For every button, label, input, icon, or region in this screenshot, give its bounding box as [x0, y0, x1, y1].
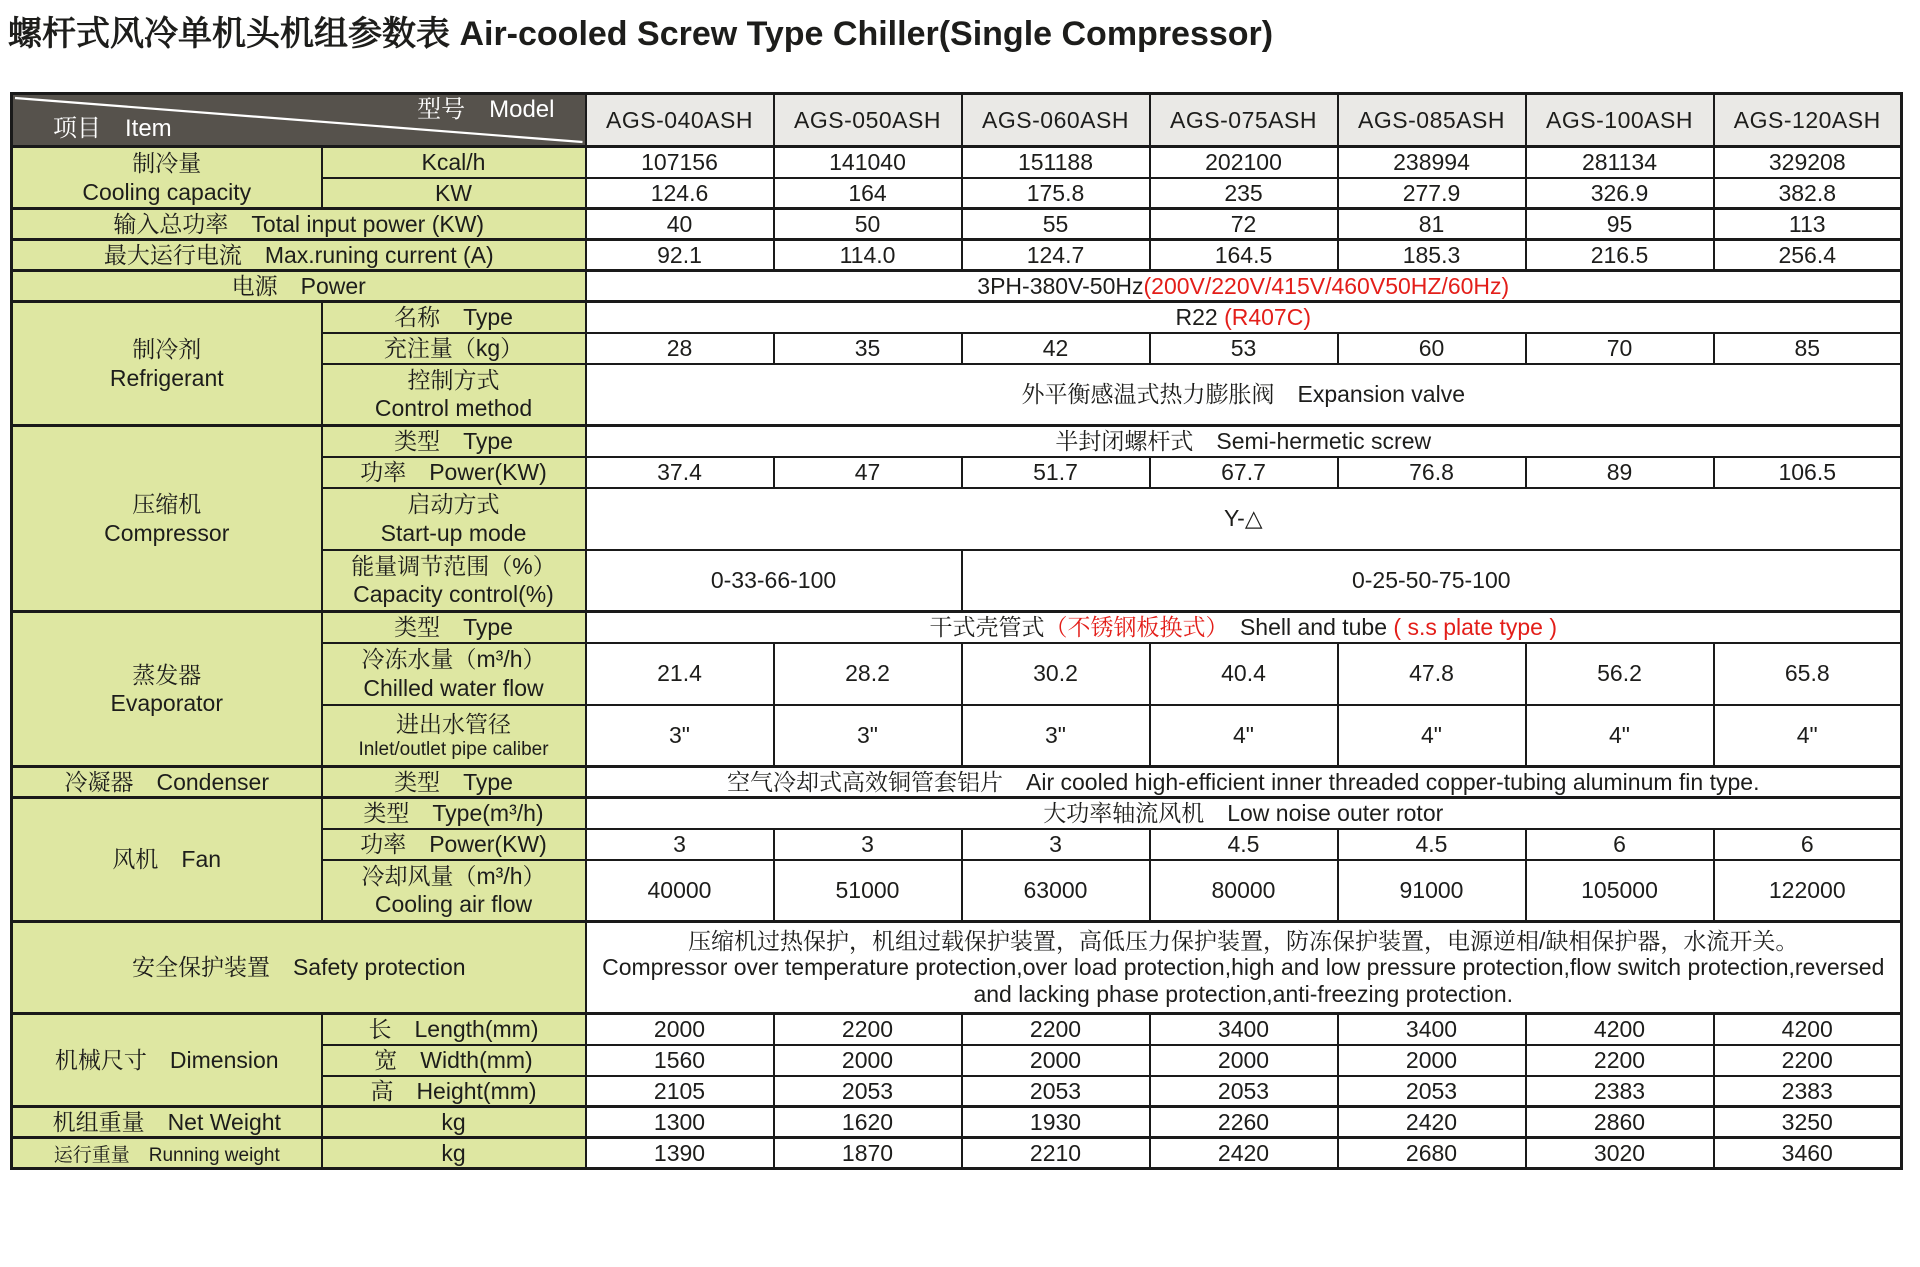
value-cell: 106.5 — [1714, 457, 1902, 488]
value-cell: 2053 — [962, 1076, 1150, 1107]
value-cell: 202100 — [1150, 147, 1338, 178]
value-cell: 3" — [586, 705, 774, 767]
row-label-fan-type: 类型 Type(m³/h) — [322, 798, 586, 829]
row-label-condenser: 冷凝器 Condenser — [12, 767, 322, 798]
value-cell: 238994 — [1338, 147, 1526, 178]
value-cell: 37.4 — [586, 457, 774, 488]
model-column-header: AGS-120ASH — [1714, 94, 1902, 147]
value-cell: 47.8 — [1338, 643, 1526, 705]
row-label-condenser-type: 类型 Type — [322, 767, 586, 798]
value-cell: 281134 — [1526, 147, 1714, 178]
row-label-length: 长 Length(mm) — [322, 1014, 586, 1045]
row-label-charge: 充注量（kg） — [322, 333, 586, 364]
row-label-compressor-type: 类型 Type — [322, 426, 586, 457]
row-label-en: Chilled water flow — [363, 674, 544, 701]
row-label-refrigerant-name: 名称 Type — [322, 302, 586, 333]
row-label-kw: KW — [322, 178, 586, 209]
value-cell: 47 — [774, 457, 962, 488]
value-cell: 40 — [586, 209, 774, 240]
value-cell: 40000 — [586, 860, 774, 922]
value-cell: 40.4 — [1150, 643, 1338, 705]
group-label-compressor — [12, 426, 322, 612]
net-weight-unit: kg — [322, 1107, 586, 1138]
value-cell: 2420 — [1150, 1138, 1338, 1169]
value-cell: 4" — [1526, 705, 1714, 767]
value-cell: 30.2 — [962, 643, 1150, 705]
evaporator-type-zh: 干式壳管式 — [929, 614, 1045, 641]
row-label-total-input-power: 输入总功率 Total input power (KW) — [12, 209, 586, 240]
value-cell: 164.5 — [1150, 240, 1338, 271]
value-cell: 2200 — [1714, 1045, 1902, 1076]
group-label-en: Cooling capacity — [82, 178, 252, 205]
row-label-chilled-water-flow — [322, 643, 586, 705]
value-cell: 4.5 — [1150, 829, 1338, 860]
row-label-max-running-current: 最大运行电流 Max.runing current (A) — [12, 240, 586, 271]
value-cell: 2260 — [1150, 1107, 1338, 1138]
group-label-en: Compressor — [104, 519, 230, 546]
row-label-power-supply: 电源 Power — [12, 271, 586, 302]
row-label-zh: 冷冻水量（m³/h） — [361, 646, 546, 673]
value-cell: 382.8 — [1714, 178, 1902, 209]
value-cell: 4" — [1150, 705, 1338, 767]
value-cell: 28 — [586, 333, 774, 364]
corner-header-cell — [12, 94, 586, 147]
value-cell: 53 — [1150, 333, 1338, 364]
value-cell: 2000 — [1338, 1045, 1526, 1076]
value-cell: 216.5 — [1526, 240, 1714, 271]
value-cell: 95 — [1526, 209, 1714, 240]
value-cell: 3400 — [1150, 1014, 1338, 1045]
model-column-header: AGS-060ASH — [962, 94, 1150, 147]
value-cell: 3" — [962, 705, 1150, 767]
row-label-fan-power: 功率 Power(KW) — [322, 829, 586, 860]
value-cell: 107156 — [586, 147, 774, 178]
value-cell: 2383 — [1526, 1076, 1714, 1107]
value-cell: 122000 — [1714, 860, 1902, 922]
refrigerant-name-alt: (R407C) — [1224, 304, 1311, 331]
row-label-evaporator-type: 类型 Type — [322, 612, 586, 643]
value-cell: 2200 — [774, 1014, 962, 1045]
value-cell: 2105 — [586, 1076, 774, 1107]
row-label-running-weight — [12, 1138, 322, 1169]
value-cell: 51000 — [774, 860, 962, 922]
page-title: 螺杆式风冷单机头机组参数表 Air-cooled Screw Type Chiller(Single Compressor) — [8, 15, 1274, 53]
row-label-pipe-caliber — [322, 705, 586, 767]
value-cell: 28.2 — [774, 643, 962, 705]
value-cell: 2053 — [774, 1076, 962, 1107]
value-cell: 114.0 — [774, 240, 962, 271]
value-cell: 6 — [1526, 829, 1714, 860]
value-cell: 1390 — [586, 1138, 774, 1169]
value-cell: 124.6 — [586, 178, 774, 209]
value-cell: 4.5 — [1338, 829, 1526, 860]
refrigerant-name-value — [586, 302, 1902, 333]
value-cell: 2000 — [774, 1045, 962, 1076]
row-label-safety-protection: 安全保护装置 Safety protection — [12, 922, 586, 1014]
row-label-height: 高 Height(mm) — [322, 1076, 586, 1107]
running-weight-label-text: 运行重量 Running weight — [53, 1144, 280, 1166]
row-label-startup-mode — [322, 488, 586, 550]
group-label-zh: 制冷剂 — [132, 336, 202, 363]
row-label-net-weight: 机组重量 Net Weight — [12, 1107, 322, 1138]
value-cell: 1620 — [774, 1107, 962, 1138]
safety-text-en: Compressor over temperature protection,over load protection,high and low pressure protection,flow switch protection,reversed and lacking phase protection,anti-freezing protection. — [602, 954, 1885, 1007]
value-cell: 2420 — [1338, 1107, 1526, 1138]
value-cell: 2053 — [1150, 1076, 1338, 1107]
value-cell: 85 — [1714, 333, 1902, 364]
value-cell: 35 — [774, 333, 962, 364]
value-cell: 81 — [1338, 209, 1526, 240]
row-label-zh: 进出水管径 — [396, 710, 511, 737]
value-cell: 3400 — [1338, 1014, 1526, 1045]
condenser-type-value: 空气冷却式高效铜管套铝片 Air cooled high-efficient inner threaded copper-tubing aluminum fin type. — [586, 767, 1902, 798]
row-label-en: Inlet/outlet pipe caliber — [358, 738, 549, 760]
group-label-evaporator — [12, 612, 322, 767]
safety-text-zh: 压缩机过热保护，机组过载保护装置，高低压力保护装置，防冻保护装置，电源逆相/缺相保护器，水流开关。 — [688, 927, 1799, 954]
value-cell: 1300 — [586, 1107, 774, 1138]
value-cell: 80000 — [1150, 860, 1338, 922]
group-label-cooling-capacity — [12, 147, 322, 209]
value-cell: 3" — [774, 705, 962, 767]
evaporator-type-value — [586, 612, 1902, 643]
compressor-type-value: 半封闭螺杆式 Semi-hermetic screw — [586, 426, 1902, 457]
value-cell: 2680 — [1338, 1138, 1526, 1169]
row-label-zh: 启动方式 — [407, 491, 500, 518]
group-label-dimension: 机械尺寸 Dimension — [12, 1014, 322, 1107]
value-cell: 2000 — [586, 1014, 774, 1045]
value-cell: 4200 — [1526, 1014, 1714, 1045]
row-label-zh: 控制方式 — [407, 367, 500, 394]
value-cell: 235 — [1150, 178, 1338, 209]
startup-mode-value: Y-△ — [586, 488, 1902, 550]
value-cell: 2053 — [1338, 1076, 1526, 1107]
value-cell: 2000 — [1150, 1045, 1338, 1076]
value-cell: 2000 — [962, 1045, 1150, 1076]
value-cell: 72 — [1150, 209, 1338, 240]
value-cell: 1560 — [586, 1045, 774, 1076]
model-column-header: AGS-050ASH — [774, 94, 962, 147]
value-cell: 164 — [774, 178, 962, 209]
row-label-width: 宽 Width(mm) — [322, 1045, 586, 1076]
row-label-en: Control method — [374, 395, 533, 422]
model-column-header: AGS-040ASH — [586, 94, 774, 147]
running-weight-unit: kg — [322, 1138, 586, 1169]
value-cell: 113 — [1714, 209, 1902, 240]
value-cell: 55 — [962, 209, 1150, 240]
refrigerant-name-main: R22 — [1175, 304, 1225, 331]
value-cell: 326.9 — [1526, 178, 1714, 209]
value-cell: 42 — [962, 333, 1150, 364]
value-cell: 1870 — [774, 1138, 962, 1169]
row-label-en: Start-up mode — [380, 519, 527, 546]
row-label-kcal: Kcal/h — [322, 147, 586, 178]
value-cell: 65.8 — [1714, 643, 1902, 705]
value-cell: 6 — [1714, 829, 1902, 860]
value-cell: 76.8 — [1338, 457, 1526, 488]
value-cell: 1930 — [962, 1107, 1150, 1138]
value-cell: 2200 — [962, 1014, 1150, 1045]
control-method-value: 外平衡感温式热力膨胀阀 Expansion valve — [586, 364, 1902, 426]
safety-protection-text — [586, 922, 1902, 1014]
value-cell: 2383 — [1714, 1076, 1902, 1107]
row-label-en: Capacity control(%) — [353, 581, 554, 608]
value-cell: 105000 — [1526, 860, 1714, 922]
value-cell: 124.7 — [962, 240, 1150, 271]
capacity-control-small-models: 0-33-66-100 — [586, 550, 962, 612]
value-cell: 91000 — [1338, 860, 1526, 922]
value-cell: 60 — [1338, 333, 1526, 364]
power-supply-main: 3PH-380V-50Hz — [977, 272, 1144, 299]
value-cell: 3 — [962, 829, 1150, 860]
evaporator-type-en-alt: ( s.s plate type ) — [1393, 614, 1558, 641]
group-label-fan: 风机 Fan — [12, 798, 322, 922]
value-cell: 4" — [1338, 705, 1526, 767]
value-cell: 3 — [774, 829, 962, 860]
value-cell: 141040 — [774, 147, 962, 178]
value-cell: 3020 — [1526, 1138, 1714, 1169]
capacity-control-large-models: 0-25-50-75-100 — [962, 550, 1902, 612]
row-label-capacity-control — [322, 550, 586, 612]
value-cell: 4" — [1714, 705, 1902, 767]
power-supply-options: (200V/220V/415V/460V50HZ/60Hz) — [1143, 272, 1510, 299]
value-cell: 175.8 — [962, 178, 1150, 209]
value-cell: 56.2 — [1526, 643, 1714, 705]
group-label-refrigerant — [12, 302, 322, 426]
value-cell: 67.7 — [1150, 457, 1338, 488]
value-cell: 92.1 — [586, 240, 774, 271]
value-cell: 3250 — [1714, 1107, 1902, 1138]
value-cell: 63000 — [962, 860, 1150, 922]
model-column-header: AGS-085ASH — [1338, 94, 1526, 147]
evaporator-type-zh-alt: （不锈钢板换式） — [1044, 614, 1217, 641]
value-cell: 50 — [774, 209, 962, 240]
value-cell: 4200 — [1714, 1014, 1902, 1045]
row-label-compressor-power: 功率 Power(KW) — [322, 457, 586, 488]
group-label-zh: 蒸发器 — [132, 661, 202, 688]
group-label-en: Refrigerant — [109, 364, 224, 391]
value-cell: 21.4 — [586, 643, 774, 705]
value-cell: 89 — [1526, 457, 1714, 488]
power-supply-value — [586, 271, 1902, 302]
row-label-en: Cooling air flow — [374, 891, 533, 918]
row-label-cooling-air-flow — [322, 860, 586, 922]
row-label-zh: 能量调节范围（%） — [351, 553, 556, 580]
model-column-header: AGS-100ASH — [1526, 94, 1714, 147]
value-cell: 256.4 — [1714, 240, 1902, 271]
fan-type-value: 大功率轴流风机 Low noise outer rotor — [586, 798, 1902, 829]
value-cell: 2210 — [962, 1138, 1150, 1169]
corner-inner — [13, 95, 585, 145]
spec-table — [10, 92, 1903, 1170]
value-cell: 70 — [1526, 333, 1714, 364]
group-label-zh: 制冷量 — [132, 150, 202, 177]
value-cell: 277.9 — [1338, 178, 1526, 209]
value-cell: 329208 — [1714, 147, 1902, 178]
value-cell: 51.7 — [962, 457, 1150, 488]
value-cell: 3460 — [1714, 1138, 1902, 1169]
group-label-zh: 压缩机 — [132, 491, 202, 518]
row-label-control-method — [322, 364, 586, 426]
value-cell: 2200 — [1526, 1045, 1714, 1076]
value-cell: 2860 — [1526, 1107, 1714, 1138]
model-column-header: AGS-075ASH — [1150, 94, 1338, 147]
row-label-zh: 冷却风量（m³/h） — [361, 863, 546, 890]
model-axis-label: 型号 Model — [417, 96, 555, 123]
item-axis-label: 项目 Item — [53, 115, 172, 143]
value-cell: 3 — [586, 829, 774, 860]
evaporator-type-en: Shell and tube — [1216, 614, 1394, 641]
value-cell: 185.3 — [1338, 240, 1526, 271]
group-label-en: Evaporator — [110, 690, 223, 716]
value-cell: 151188 — [962, 147, 1150, 178]
